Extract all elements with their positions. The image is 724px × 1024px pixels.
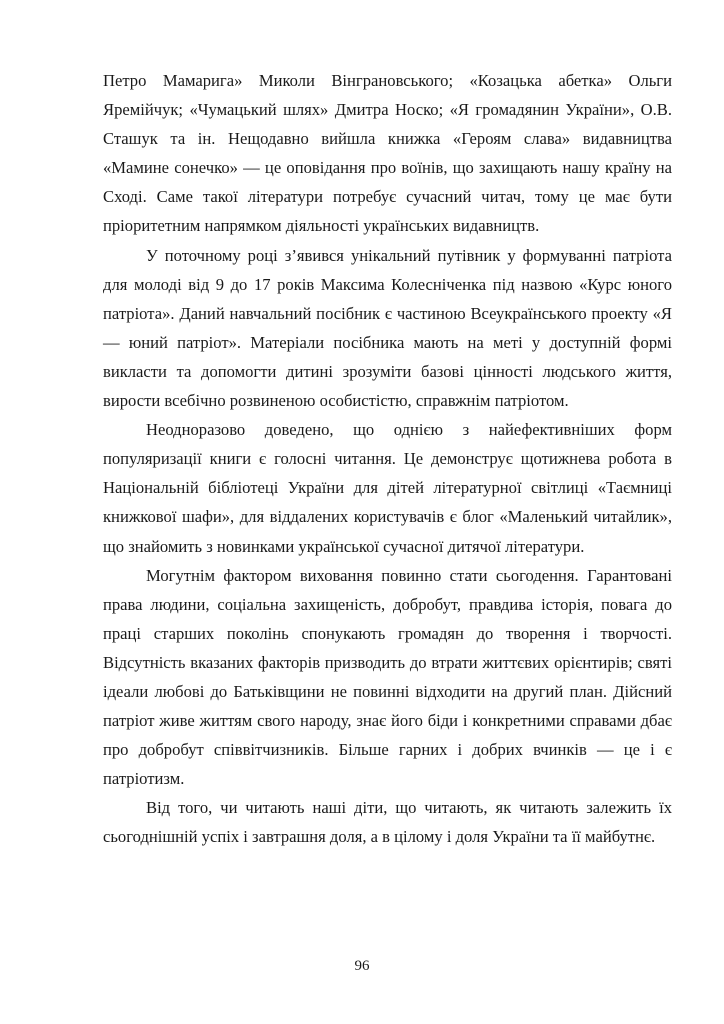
body-text	[103, 66, 672, 852]
page-number: 96	[354, 958, 370, 974]
paragraph-5: Від того, чи читають наші діти, що читають, як читають залежить їх сьогоднішній успіх і завтрашня доля, а в цілому і доля України та її майбутнє.	[103, 798, 672, 847]
paragraph-4: Могутнім фактором виховання повинно стати сьогодення. Гарантовані права людини, соціальна захищеність, добробут, правдива історія, повага до праці старших поколінь спонукають громадян до творення і творчості. Відсутність вказаних факторів призводить до втрати життєвих орієнтирів; святі ідеали любові до Батьківщини не повинні відходити на другий план. Дійсний патріот живе життям свого народу, знає його біди і конкретними справами дбає про добробут співвітчизників. Більше гарних і добрих вчинків — це і є патріотизм.	[103, 565, 672, 789]
paragraph-3: Неодноразово доведено, що однією з найефективніших форм популяризації книги є голосні читання. Це демонструє щотижнева робота в Національній бібліотеці України для дітей літературної світлиці «Таємниці книжкової шафи», для віддалених користувачів є блог «Маленький читайлик», що знайомить з новинками української сучасної дитячої літератури.	[103, 420, 672, 556]
paragraph-1: Петро Мамарига» Миколи Вінграновського; «Козацька абетка» Ольги Яремійчук; «Чумацький шлях» Дмитра Носко; «Я громадянин України», О.В. Сташук та ін. Нещодавно вийшла книжка «Героям слава» видавництва «Мамине сонечко» — це оповідання про воїнів, що захищають нашу країну на Сході. Саме такої літератури потребує сучасний читач, тому це має бути пріоритетним напрямком діяльності українських видавництв.	[103, 71, 672, 236]
paragraph-2: У поточному році з’явився унікальний путівник у формуванні патріота для молоді від 9 до 17 років Максима Колесніченка під назвою «Курс юного патріота». Даний навчальний посібник є частиною Всеукраїнського проекту «Я — юний патріот». Матеріали посібника мають на меті у доступній формі викласти та допомогти дитині зрозуміти базові цінності людського життя, вирости всебічно розвиненою особистістю, справжнім патріотом.	[103, 245, 672, 411]
